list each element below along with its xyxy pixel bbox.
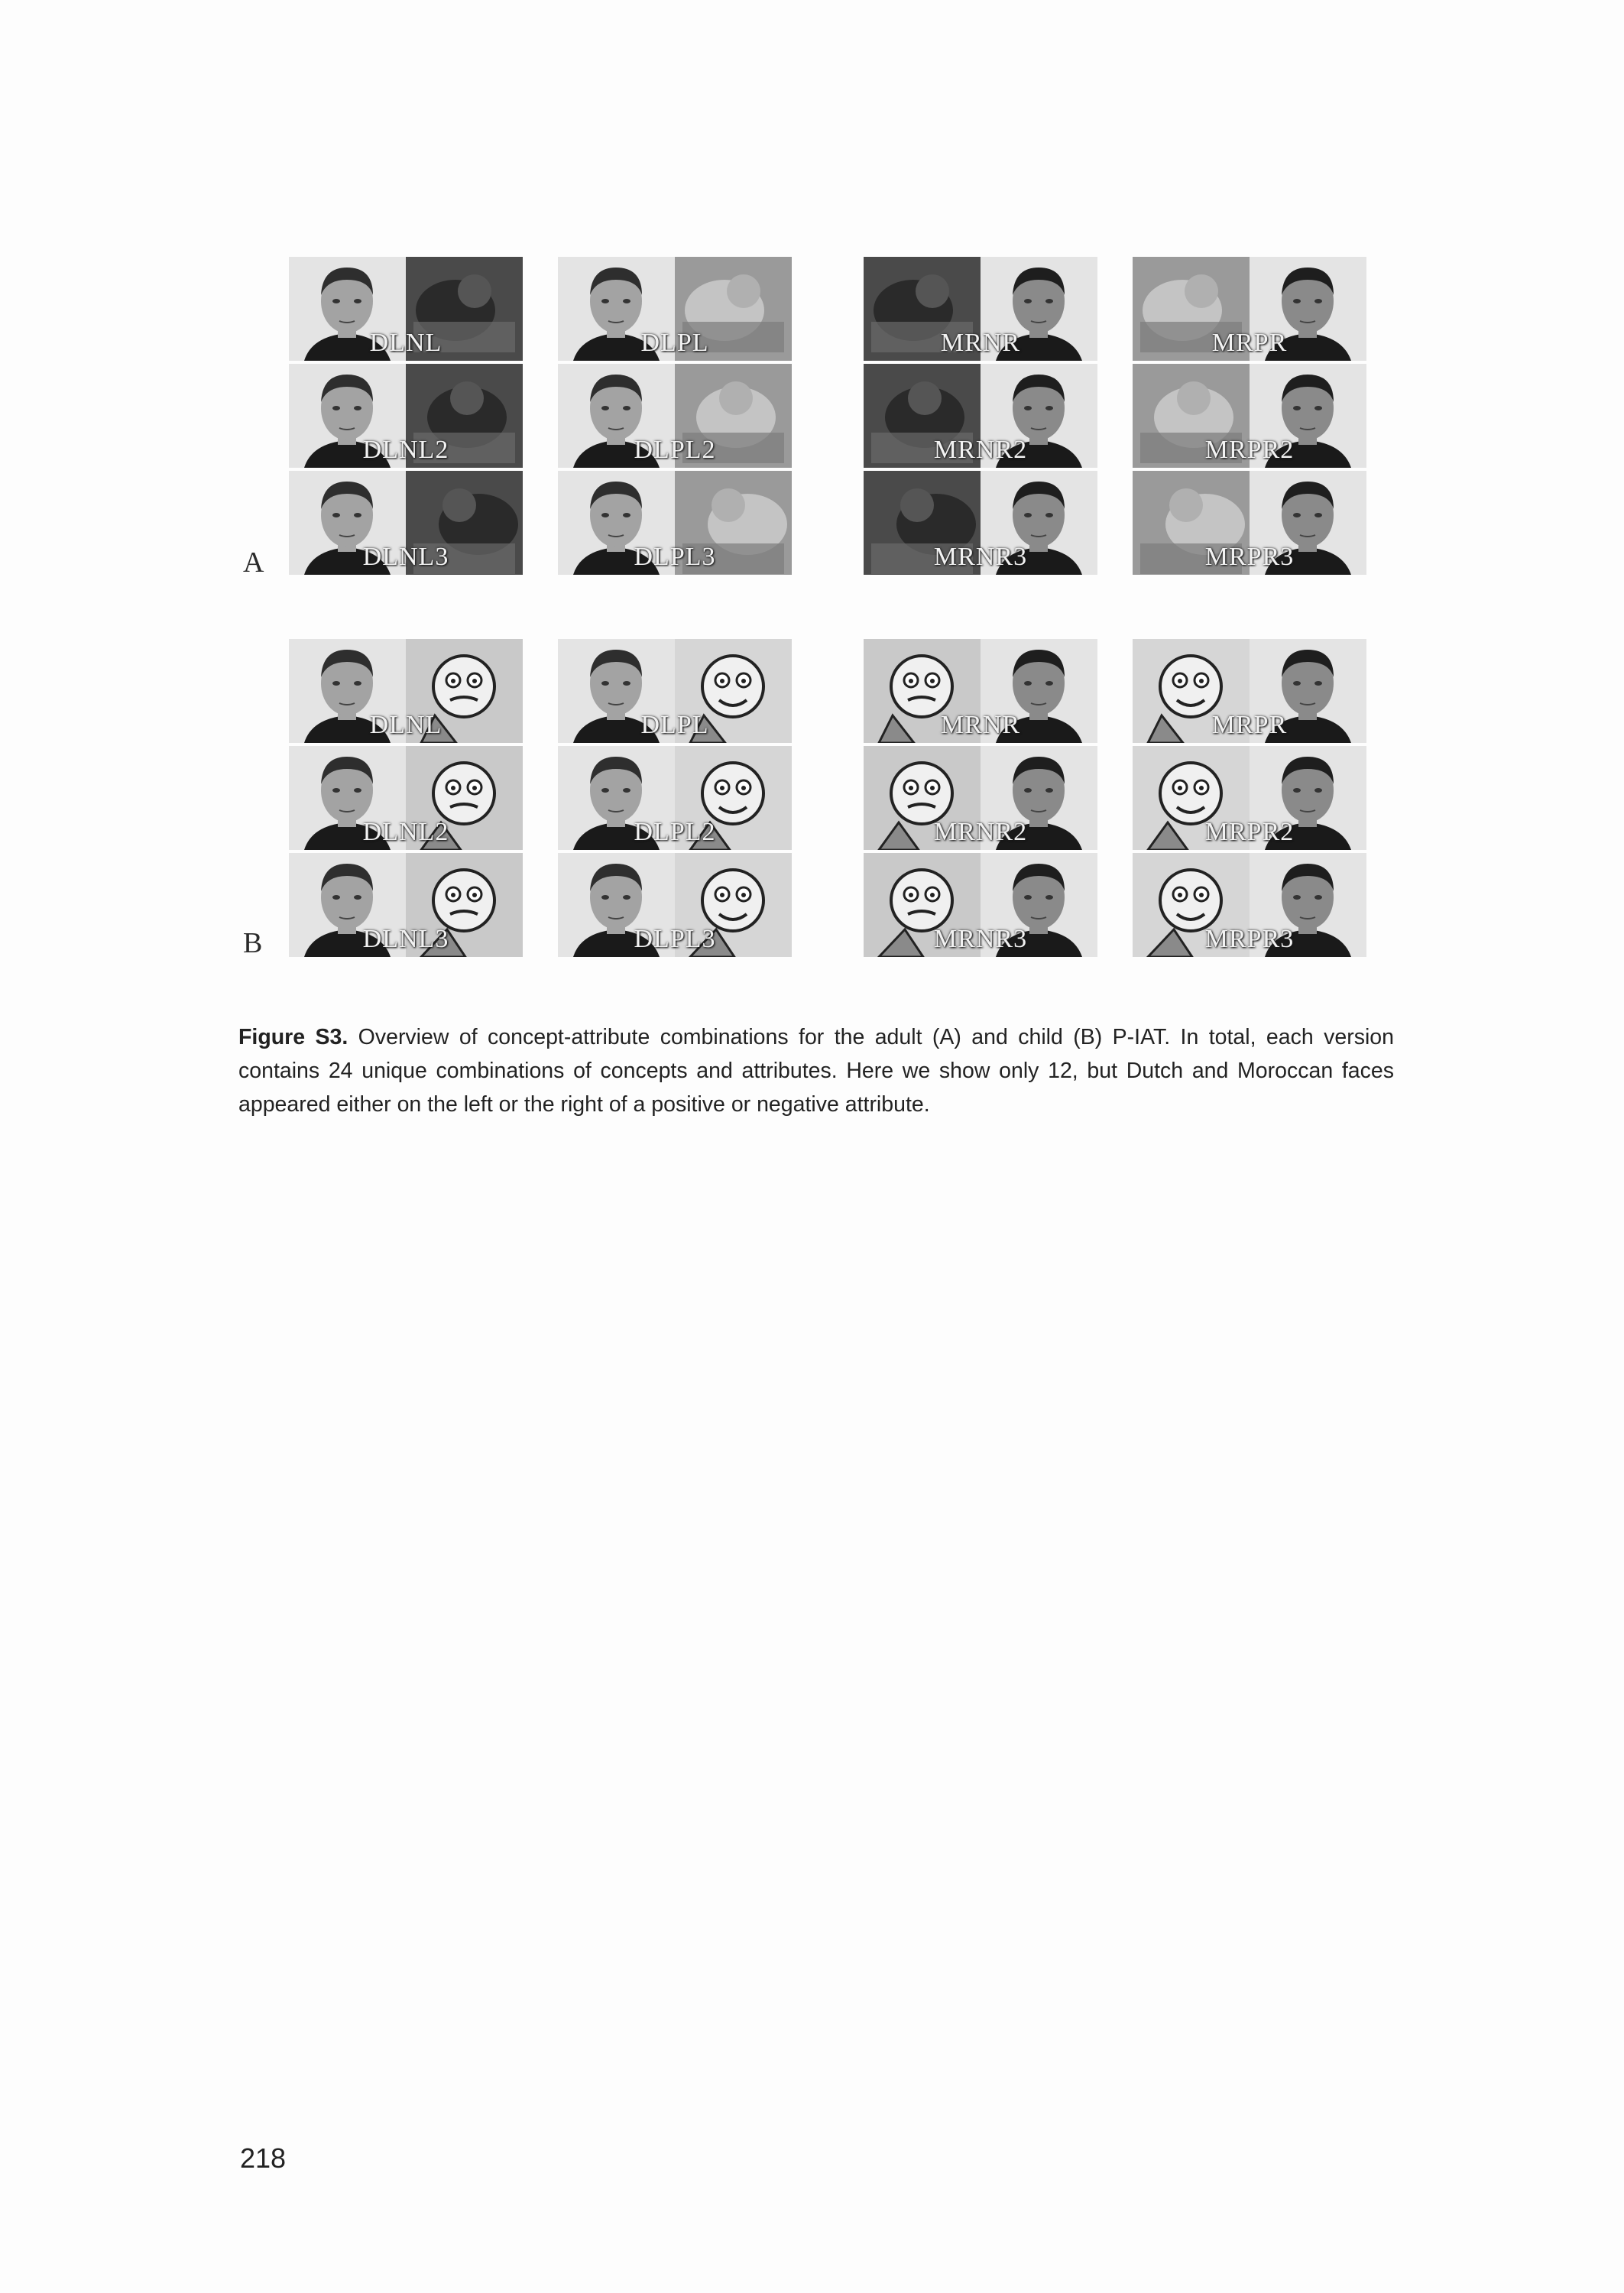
- stimulus-cell: [558, 853, 792, 957]
- cell-label: MRPR: [1211, 329, 1288, 357]
- stimulus-cell: [864, 853, 1097, 957]
- stimulus-cell: [864, 257, 1097, 361]
- figure-s3: [243, 257, 1397, 1004]
- cell-label: DLNL3: [362, 925, 449, 953]
- combination-group: [289, 639, 523, 957]
- combination-group: [1133, 257, 1366, 575]
- cell-label: MRPR2: [1204, 818, 1295, 846]
- cell-label: MRNR2: [933, 818, 1028, 846]
- cell-label: MRPR3: [1204, 925, 1295, 953]
- panel-letter: B: [243, 927, 263, 959]
- stimulus-cell: [289, 639, 523, 743]
- cell-label: MRNR: [940, 711, 1021, 739]
- combination-group: [558, 639, 792, 957]
- page-number: 218: [240, 2142, 287, 2174]
- stimulus-cell: [558, 639, 792, 743]
- cell-label: MRPR3: [1204, 543, 1295, 571]
- stimulus-cell: [1133, 639, 1366, 743]
- cell-label: MRPR2: [1204, 436, 1295, 464]
- cell-label: MRNR2: [933, 436, 1028, 464]
- cell-label: DLNL: [369, 711, 442, 739]
- figure-caption: [238, 1020, 1394, 1121]
- stimulus-cell: [1133, 257, 1366, 361]
- cell-label: DLPL2: [634, 818, 716, 846]
- combination-group: [289, 257, 523, 575]
- stimulus-cell: [558, 746, 792, 850]
- caption-label: Figure S3.: [238, 1025, 348, 1049]
- stimulus-cell: [558, 364, 792, 468]
- stimulus-cell: [289, 257, 523, 361]
- stimulus-cell: [864, 364, 1097, 468]
- cell-label: DLPL3: [634, 543, 716, 571]
- combination-group: [1133, 639, 1366, 957]
- stimulus-cell: [289, 746, 523, 850]
- stimulus-cell: [864, 639, 1097, 743]
- stimulus-cell: [558, 471, 792, 575]
- stimulus-cell: [864, 746, 1097, 850]
- cell-label: DLPL3: [634, 925, 716, 953]
- stimulus-cell: [1133, 471, 1366, 575]
- stimulus-cell: [864, 471, 1097, 575]
- cell-label: DLPL: [640, 711, 709, 739]
- panel-letter: A: [243, 546, 264, 579]
- stimulus-cell: [289, 853, 523, 957]
- stimulus-cell: [1133, 853, 1366, 957]
- stimulus-cell: [1133, 746, 1366, 850]
- cell-label: DLNL2: [362, 436, 449, 464]
- cell-label: DLNL3: [362, 543, 449, 571]
- cell-label: DLNL: [369, 329, 442, 357]
- cell-label: MRNR: [940, 329, 1021, 357]
- combination-group: [558, 257, 792, 575]
- stimulus-cell: [1133, 364, 1366, 468]
- stimulus-cell: [289, 364, 523, 468]
- stimulus-cell: [289, 471, 523, 575]
- cell-label: MRNR3: [933, 543, 1028, 571]
- cell-label: DLNL2: [362, 818, 449, 846]
- cell-label: DLPL: [640, 329, 709, 357]
- cell-label: MRNR3: [933, 925, 1028, 953]
- cell-label: DLPL2: [634, 436, 716, 464]
- stimulus-cell: [558, 257, 792, 361]
- caption-text: Overview of concept-attribute combinations for the adult (A) and child (B) P-IAT. In total, each version contains 24 unique combinations of concepts and attributes. Here we show only 12, but Dutch and Moroccan faces appeared either on the left or the right of a positive or negative attribute.: [238, 1025, 1394, 1117]
- combination-group: [864, 257, 1097, 575]
- cell-label: MRPR: [1211, 711, 1288, 739]
- combination-group: [864, 639, 1097, 957]
